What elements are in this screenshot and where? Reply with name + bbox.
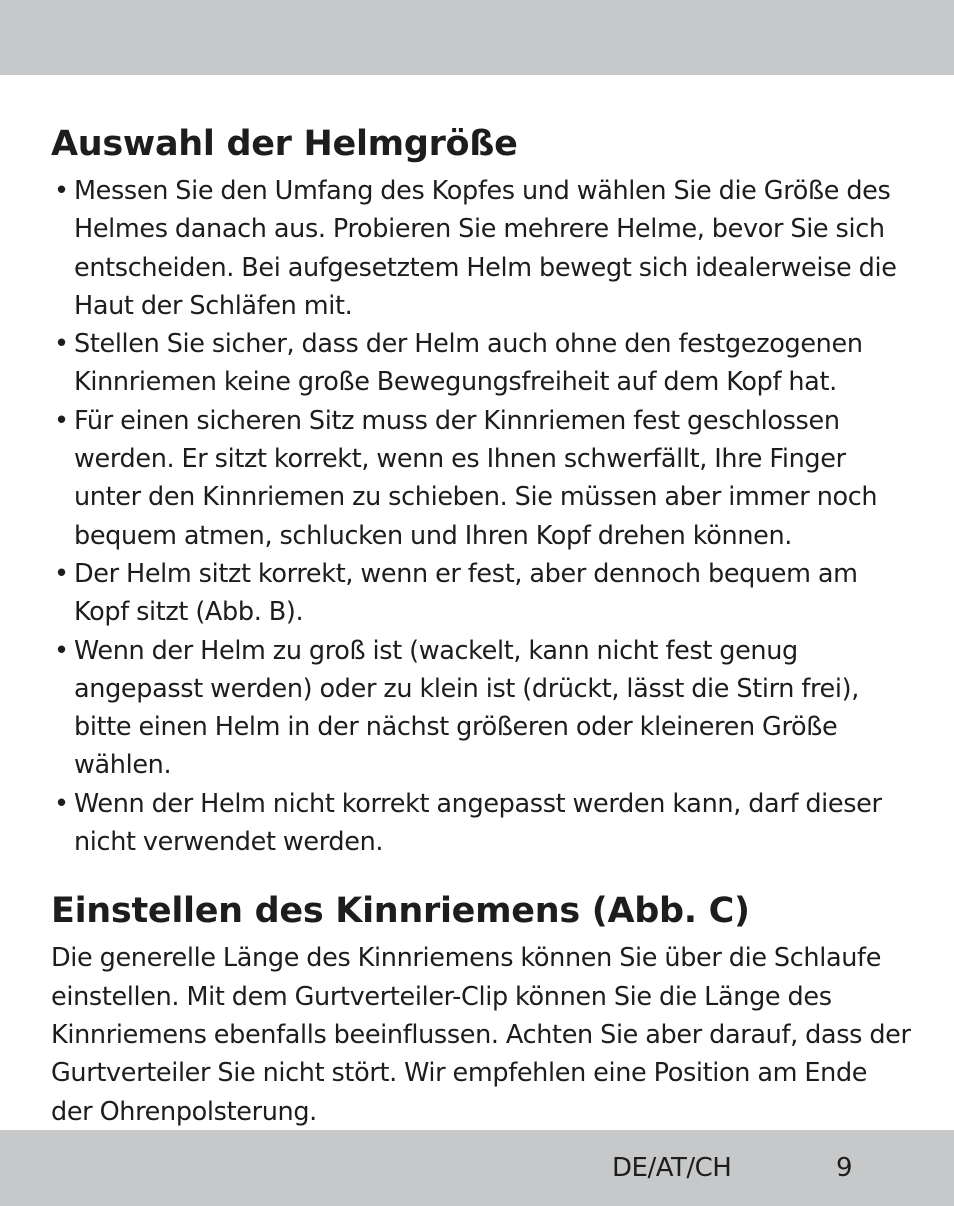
section-heading-chin-strap: Einstellen des Kinnriemens (Abb. C) xyxy=(51,891,750,932)
bullet-icon: • xyxy=(54,329,69,360)
list-item xyxy=(51,785,911,862)
footer-band xyxy=(0,1130,954,1206)
list-item-text: Der Helm sitzt korrekt, wenn er fest, aber dennoch bequem am Kopf sitzt (Abb. B). xyxy=(74,558,858,628)
chin-strap-paragraph: Die generelle Länge des Kinnriemens können Sie über die Schlaufe einstellen. Mit dem Gurtverteiler-Clip können Sie die Länge des Kinnriemens ebenfalls beeinflussen. Achten Sie aber darauf, dass der Gurtverteiler Sie nicht stört. Wir empfehlen eine Position am Ende der Ohrenpolsterung. xyxy=(51,943,911,1127)
helmet-size-bullet-list xyxy=(51,172,911,861)
list-item xyxy=(51,632,911,785)
header-band xyxy=(0,0,954,75)
page-number: 9 xyxy=(836,1153,853,1183)
list-item-text: Messen Sie den Umfang des Kopfes und wählen Sie die Größe des Helmes danach aus. Probieren Sie mehrere Helme, bevor Sie sich entscheiden. Bei aufgesetztem Helm bewegt sich idealerweise die Haut der Schläfen mit. xyxy=(74,176,897,321)
section-heading-helmet-size: Auswahl der Helmgröße xyxy=(51,124,518,164)
list-item-text: Wenn der Helm nicht korrekt angepasst werden kann, darf dieser nicht verwendet werden. xyxy=(74,788,882,858)
bullet-icon: • xyxy=(54,788,69,819)
list-item-text: Wenn der Helm zu groß ist (wackelt, kann nicht fest genug angepasst werden) oder zu klein ist (drückt, lässt die Stirn frei), bitte einen Helm in der nächst größeren oder kleineren Größe wählen. xyxy=(74,635,859,781)
list-item xyxy=(51,325,911,402)
bullet-icon: • xyxy=(54,405,69,436)
list-item xyxy=(51,555,911,632)
bullet-icon: • xyxy=(54,176,69,206)
bullet-icon: • xyxy=(54,558,69,589)
footer-region-label: DE/AT/CH xyxy=(612,1153,732,1183)
list-item-text: Stellen Sie sicher, dass der Helm auch ohne den festgezogenen Kinnriemen keine große Bewegungsfreiheit auf dem Kopf hat. xyxy=(74,329,863,398)
bullet-icon: • xyxy=(54,635,69,666)
page-content xyxy=(51,120,911,1131)
list-item-text: Für einen sicheren Sitz muss der Kinnriemen fest geschlossen werden. Er sitzt korrekt, wenn es Ihnen schwerfällt, Ihre Finger unter den Kinnriemen zu schieben. Sie müssen aber immer noch bequem atmen, schlucken und Ihren Kopf drehen können. xyxy=(74,405,878,551)
list-item xyxy=(51,402,911,555)
list-item xyxy=(51,172,911,325)
